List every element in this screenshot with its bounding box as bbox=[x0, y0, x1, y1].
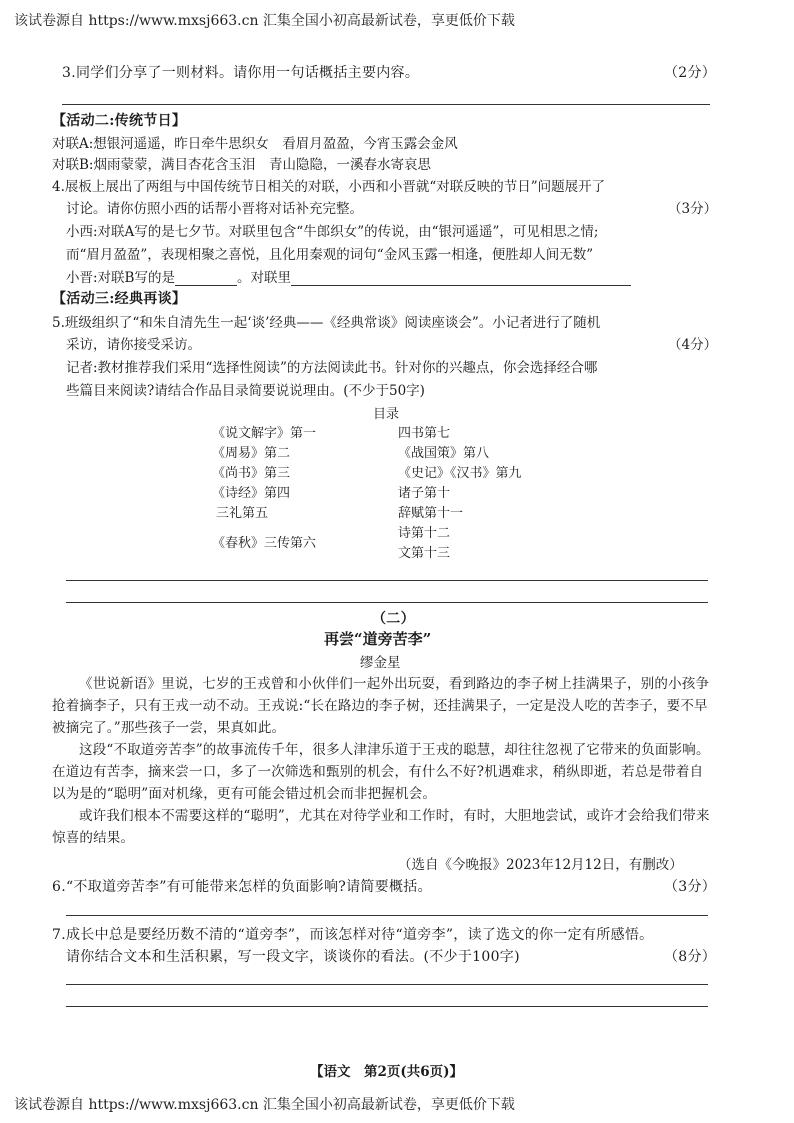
activity-3-title: 【活动三:经典再谈】 bbox=[52, 291, 187, 307]
question-4-line2: 讨论。请你仿照小西的话帮小晋将对话补充完整。 bbox=[66, 201, 363, 217]
couplet-a: 对联A:想银河遥遥，昨日牵牛思织女 看眉月盈盈，今宵玉露会金风 bbox=[52, 136, 458, 152]
couplet-b: 对联B:烟雨蒙蒙，满目杏花含玉泪 青山隐隐，一溪春水寄哀思 bbox=[52, 157, 431, 173]
top-watermark: 该试卷源自 https://www.mxsj663.cn 汇集全国小初高最新试卷，享更低价下载 bbox=[14, 13, 515, 29]
answer-line bbox=[66, 602, 708, 603]
article-author: 缪金星 bbox=[360, 655, 401, 671]
answer-line bbox=[66, 1006, 708, 1007]
question-3: 3.同学们分享了一则材料。请你用一句话概括主要内容。 bbox=[62, 65, 420, 81]
xiaojin-answer-line bbox=[66, 266, 631, 286]
xiaojin-prefix: 小晋:对联B写的是 bbox=[66, 270, 175, 286]
answer-line bbox=[66, 580, 708, 581]
page-footer: 【语文 第2页(共6页)】 bbox=[310, 1064, 464, 1080]
article-paragraph-2: 这段“不取道旁苦李”的故事流传千年，很多人津津乐道于王戎的聪慧，却往往忽视了它带来的负面影响。在道边有苦李，摘来尝一口，多了一次筛选和甄别的机会，有什么不好?机遇难求，稍纵即逝，若总是带着自以为是的“聪明”面对机缘，更有可能会错过机会而非把握机会。 bbox=[52, 742, 710, 802]
question-5-score: （4分） bbox=[668, 337, 718, 353]
toc-right-item: 《史记》《汉书》第九 bbox=[398, 466, 522, 481]
toc-left-item: 《春秋》三传第六 bbox=[212, 536, 317, 551]
festival-blank[interactable] bbox=[175, 285, 237, 286]
toc-right-item: 诸子第十 bbox=[398, 486, 451, 501]
question-7-line1: 7.成长中总是要经历数不清的“道旁李”，而该怎样对待“道旁李”，读了选文的你一定有所感悟。 bbox=[52, 927, 654, 943]
toc-left-item: 三礼第五 bbox=[216, 506, 269, 521]
question-4-score: （3分） bbox=[668, 201, 718, 217]
question-5-line1: 5.班级组织了“和朱自清先生一起‘谈’经典——《经典常谈》阅读座谈会”。小记者进行了随机 bbox=[52, 315, 601, 331]
question-7-line2: 请你结合文本和生活积累，写一段文字，谈谈你的看法。(不少于100字) bbox=[66, 949, 520, 965]
question-4-line1: 4.展板上展出了两组与中国传统节日相关的对联，小西和小晋就“对联反映的节日”问题展开了 bbox=[52, 179, 606, 195]
toc-left-item: 《诗经》第四 bbox=[212, 486, 291, 501]
question-3-score: （2分） bbox=[664, 65, 717, 81]
toc-left-item: 《说文解字》第一 bbox=[212, 426, 317, 441]
question-5-line2: 采访，请你接受采访。 bbox=[66, 337, 201, 353]
question-6: 6.“不取道旁苦李”有可能带来怎样的负面影响?请简要概括。 bbox=[52, 879, 432, 895]
bottom-watermark: 该试卷源自 https://www.mxsj663.cn 汇集全国小初高最新试卷，享更低价下载 bbox=[14, 1097, 515, 1113]
toc-title: 目录 bbox=[373, 407, 400, 422]
question-6-score: （3分） bbox=[664, 879, 717, 895]
xiaoxi-line2: 而“眉月盈盈”，表现相聚之喜悦，且化用秦观的词句“金风玉露一相逢，便胜却人间无数” bbox=[66, 247, 594, 263]
reporter-line2: 些篇目来阅读?请结合作品目录简要说说理由。(不少于50字) bbox=[66, 383, 425, 399]
toc-left-item: 《尚书》第三 bbox=[212, 466, 291, 481]
article-title: 再尝“道旁苦李” bbox=[324, 630, 432, 648]
answer-line bbox=[66, 915, 708, 916]
question-7-score: （8分） bbox=[664, 949, 717, 965]
toc-right-item: 文第十三 bbox=[398, 546, 451, 561]
toc-left-item: 《周易》第二 bbox=[212, 446, 291, 461]
activity-2-title: 【活动二:传统节日】 bbox=[52, 113, 187, 129]
toc-right-item: 诗第十二 bbox=[398, 526, 451, 541]
xiaoxi-line1: 小西:对联A写的是七夕节。对联里包含“牛郎织女”的传说，由“银河遥遥”，可见相思之情; bbox=[66, 224, 599, 240]
toc-right-item: 《战国策》第八 bbox=[398, 446, 490, 461]
xiaojin-mid: 。对联里 bbox=[236, 270, 291, 286]
couplet-analysis-blank[interactable] bbox=[291, 285, 631, 286]
reporter-line1: 记者:教材推荐我们采用“选择性阅读”的方法阅读此书。针对你的兴趣点，你会选择经合哪 bbox=[66, 360, 598, 376]
answer-line bbox=[62, 104, 710, 105]
article-paragraph-1: 《世说新语》里说，七岁的王戎曾和小伙伴们一起外出玩耍，看到路边的李子树上挂满果子，别的小孩争抢着摘李子，只有王戎一动不动。王戎说:“长在路边的李子树，还挂满果子，一定是没人吃的苦李子，要不早被摘完了。”那些孩子一尝，果真如此。 bbox=[52, 676, 710, 736]
toc-right-item: 四书第七 bbox=[398, 426, 451, 441]
toc-right-item: 辞赋第十一 bbox=[398, 506, 464, 521]
article-paragraph-3: 或许我们根本不需要这样的“聪明”，尤其在对待学业和工作时，有时，大胆地尝试，或许才会给我们带来惊喜的结果。 bbox=[52, 808, 710, 846]
article-source: （选自《今晚报》2023年12月12日，有删改） bbox=[398, 857, 683, 873]
section-number: （二） bbox=[372, 611, 415, 627]
answer-line bbox=[66, 984, 708, 985]
